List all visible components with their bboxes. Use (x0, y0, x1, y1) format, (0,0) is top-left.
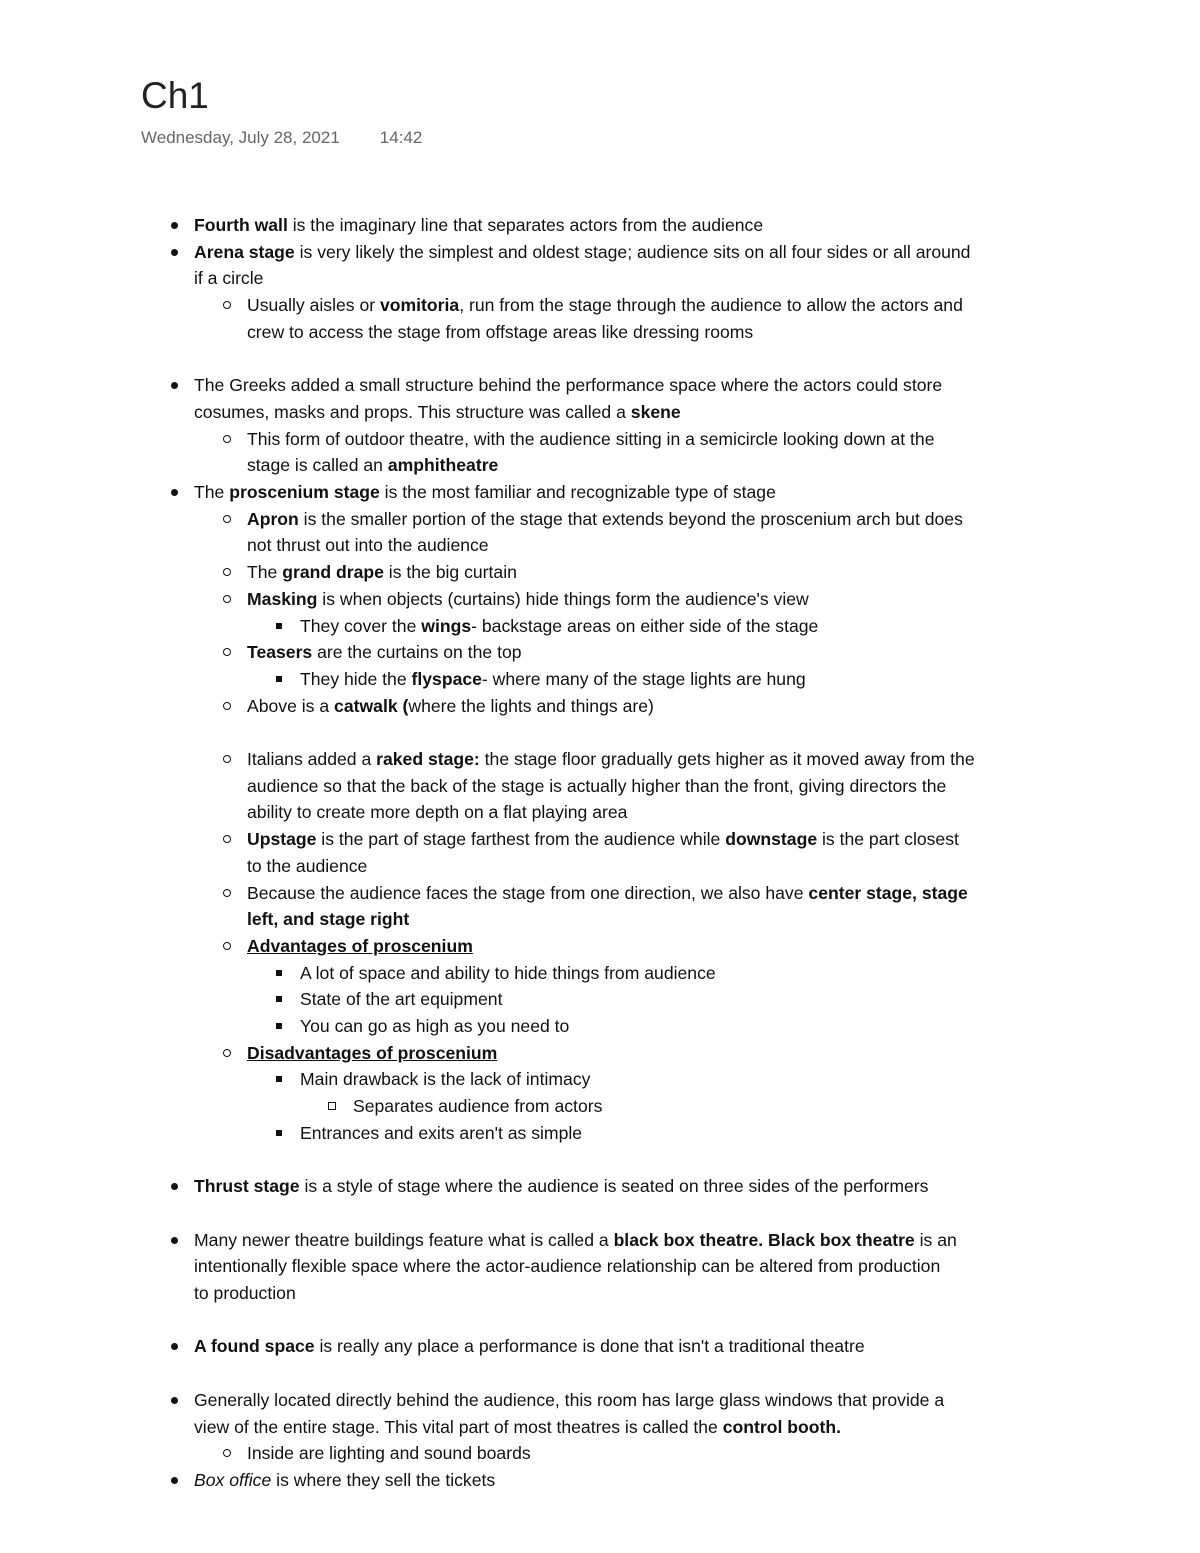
term: Arena stage (194, 241, 295, 262)
circle-bullet-icon (223, 1049, 231, 1057)
note-text: crew to access the stage from offstage areas like dressing rooms (247, 321, 754, 342)
note-text: is the most familiar and recognizable type of stage (379, 482, 776, 503)
note-text: Usually aisles or (247, 295, 380, 316)
term: left, and stage right (247, 909, 410, 930)
note-text: intentionally flexible space where the actor-audience relationship can be altered from production (194, 1256, 941, 1277)
bullet-icon (171, 489, 178, 496)
circle-bullet-icon (223, 1449, 231, 1457)
note-disadvantage (0, 1120, 1200, 1147)
term: Fourth wall (194, 215, 288, 235)
note-continuation (0, 1280, 1200, 1307)
note-text: if a circle (194, 268, 264, 289)
note-text: The (194, 482, 230, 503)
term: Masking (247, 588, 318, 609)
square-bullet-icon (276, 623, 282, 629)
note-masking (0, 586, 1200, 613)
note-teasers (0, 639, 1200, 666)
term: amphitheatre (387, 455, 499, 476)
bullet-icon (171, 222, 178, 229)
circle-bullet-icon (223, 515, 231, 523)
note-text: is really any place a performance is done that isn't a traditional theatre (314, 1336, 865, 1357)
note-continuation (0, 265, 1200, 292)
note-text: , run from the stage through the audience to allow the actors and (459, 295, 963, 316)
page-time: 14:42 (379, 128, 423, 147)
note-thrust-stage (0, 1173, 1200, 1200)
note-text: The Greeks added a small structure behind the performance space where the actors could store (194, 375, 943, 396)
term: Upstage (247, 829, 317, 850)
note-text: is the big curtain (383, 562, 517, 583)
note-text: audience so that the back of the stage is actually higher than the front, giving directors the (247, 775, 947, 796)
term: black box theatre. Black box theatre (613, 1229, 915, 1250)
note-box-office (0, 1467, 1200, 1494)
term: center stage, stage (808, 882, 968, 903)
note-arena-stage (0, 239, 1200, 266)
circle-bullet-icon (223, 648, 231, 656)
notes-list (0, 212, 1200, 1494)
note-catwalk (0, 693, 1200, 720)
term: Box office (194, 1469, 272, 1490)
hollow-square-bullet-icon (328, 1102, 336, 1110)
note-continuation (0, 452, 1200, 479)
circle-bullet-icon (223, 301, 231, 309)
note-text: to the audience (247, 855, 368, 876)
note-stage-directions (0, 880, 1200, 907)
note-advantage (0, 960, 1200, 987)
note-text: Above is a (247, 695, 335, 716)
note-continuation (0, 1253, 1200, 1280)
bullet-icon (171, 1397, 178, 1404)
note-text: Italians added a (247, 749, 377, 770)
note-text: They cover the (300, 615, 422, 636)
term: skene (630, 401, 681, 422)
bullet-icon (171, 1343, 178, 1350)
note-text: Generally located directly behind the audience, this room has large glass windows that provide a (194, 1389, 945, 1410)
note-text: Entrances and exits aren't as simple (300, 1122, 583, 1143)
note-text: They hide the (300, 668, 412, 689)
term: Advantages of proscenium (247, 935, 473, 956)
note-text: Inside are lighting and sound boards (247, 1443, 531, 1464)
circle-bullet-icon (223, 702, 231, 710)
bullet-icon (171, 382, 178, 389)
note-raked-stage (0, 746, 1200, 773)
note-text: are the curtains on the top (312, 642, 522, 663)
square-bullet-icon (276, 676, 282, 682)
note-advantages-heading (0, 933, 1200, 960)
note-black-box (0, 1227, 1200, 1254)
term: flyspace (411, 668, 482, 689)
note-continuation (0, 1414, 1200, 1441)
note-found-space (0, 1333, 1200, 1360)
note-amphitheatre (0, 426, 1200, 453)
term: Disadvantages of proscenium (247, 1042, 498, 1063)
page-title: Ch1 (141, 75, 209, 116)
square-bullet-icon (276, 1076, 282, 1082)
note-text: The (247, 562, 283, 583)
note-text: cosumes, masks and props. This structure was called a (194, 401, 631, 422)
note-text: not thrust out into the audience (247, 535, 489, 556)
note-text: Main drawback is the lack of intimacy (300, 1069, 591, 1090)
note-text: the stage floor gradually gets higher as it moved away from the (479, 749, 975, 770)
note-fourth-wall (0, 212, 1200, 239)
term: A found space (194, 1336, 315, 1357)
note-boards (0, 1440, 1200, 1467)
term: Apron (247, 508, 299, 529)
circle-bullet-icon (223, 568, 231, 576)
note-grand-drape (0, 559, 1200, 586)
note-disadvantage (0, 1066, 1200, 1093)
note-upstage (0, 826, 1200, 853)
page-date: Wednesday, July 28, 2021 (141, 128, 340, 147)
square-bullet-icon (276, 996, 282, 1002)
circle-bullet-icon (223, 942, 231, 950)
note-continuation (0, 906, 1200, 933)
note-subpoint (0, 1093, 1200, 1120)
note-skene (0, 372, 1200, 399)
note-text: is the part closest (817, 829, 959, 850)
circle-bullet-icon (223, 889, 231, 897)
term: vomitoria (379, 295, 460, 316)
term: catwalk ( (334, 695, 409, 716)
note-text: where the lights and things are) (408, 695, 654, 716)
circle-bullet-icon (223, 595, 231, 603)
circle-bullet-icon (223, 755, 231, 763)
note-continuation (0, 399, 1200, 426)
term: wings (421, 615, 472, 636)
note-advantage (0, 986, 1200, 1013)
note-vomitoria (0, 292, 1200, 319)
note-text: to production (194, 1283, 296, 1304)
note-text: is the part of stage farthest from the audience while (316, 829, 726, 850)
bullet-icon (171, 1183, 178, 1190)
term: raked stage: (376, 749, 480, 770)
note-wings (0, 613, 1200, 640)
note-text: stage is called an (247, 455, 388, 476)
circle-bullet-icon (223, 835, 231, 843)
note-text: is where they sell the tickets (271, 1469, 496, 1490)
note-disadvantages-heading (0, 1040, 1200, 1067)
note-text: is very likely the simplest and oldest stage; audience sits on all four sides or all around (294, 241, 971, 262)
square-bullet-icon (276, 970, 282, 976)
term: grand drape (282, 562, 384, 583)
note-advantage (0, 1013, 1200, 1040)
note-text: is the imaginary line that separates actors from the audience (287, 215, 764, 235)
note-continuation (0, 319, 1200, 346)
note-text: A lot of space and ability to hide things from audience (300, 962, 716, 983)
page-timestamp (141, 126, 422, 150)
note-text: view of the entire stage. This vital part of most theatres is called the (194, 1416, 723, 1437)
note-text: State of the art equipment (300, 989, 503, 1010)
note-text: This form of outdoor theatre, with the audience sitting in a semicircle looking down at the (247, 428, 935, 449)
note-continuation (0, 799, 1200, 826)
note-continuation (0, 532, 1200, 559)
note-apron (0, 506, 1200, 533)
note-flyspace (0, 666, 1200, 693)
note-text: Because the audience faces the stage from one direction, we also have (247, 882, 809, 903)
bullet-icon (171, 1237, 178, 1244)
bullet-icon (171, 249, 178, 256)
term: control booth. (722, 1416, 841, 1437)
note-text: is a style of stage where the audience is seated on three sides of the performers (299, 1176, 929, 1197)
note-text: ability to create more depth on a flat playing area (247, 802, 628, 823)
note-proscenium-stage (0, 479, 1200, 506)
note-text: is the smaller portion of the stage that extends beyond the proscenium arch but does (298, 508, 963, 529)
bullet-icon (171, 1477, 178, 1484)
note-text: You can go as high as you need to (300, 1016, 570, 1037)
note-text: Separates audience from actors (353, 1096, 603, 1117)
note-text: - backstage areas on either side of the stage (471, 615, 819, 636)
term: downstage (725, 829, 818, 850)
note-text: - where many of the stage lights are hung (481, 668, 806, 689)
note-text: is an (914, 1229, 957, 1250)
term: Teasers (247, 642, 313, 663)
term: proscenium stage (229, 482, 380, 503)
note-text: is when objects (curtains) hide things form the audience's view (317, 588, 809, 609)
note-text: Many newer theatre buildings feature what is called a (194, 1229, 614, 1250)
square-bullet-icon (276, 1023, 282, 1029)
note-control-booth (0, 1387, 1200, 1414)
note-continuation (0, 773, 1200, 800)
square-bullet-icon (276, 1130, 282, 1136)
term: Thrust stage (194, 1176, 300, 1197)
note-continuation (0, 853, 1200, 880)
circle-bullet-icon (223, 435, 231, 443)
